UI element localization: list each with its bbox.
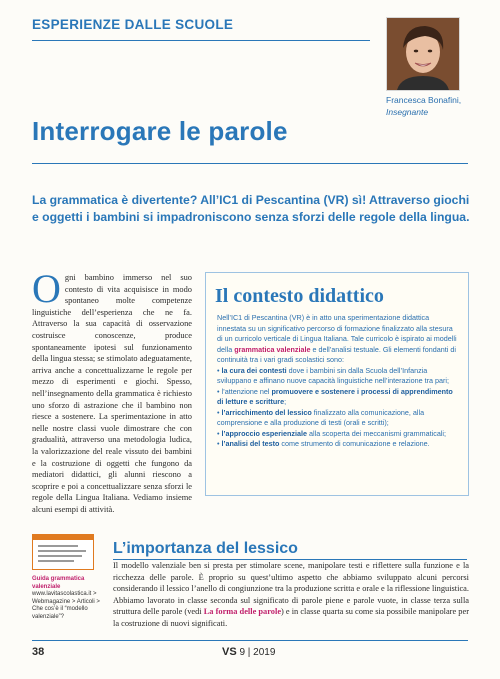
context-box-body — [217, 313, 457, 450]
inline-reference: La forma delle parole — [203, 607, 282, 617]
box-bullet: • l’arricchimento del lessico finalizzato alla comunicazione, alla comprensione e alla produzione di testi (orali e scritti); — [217, 407, 425, 427]
article-lead: La grammatica è divertente? All’IC1 di Pescantina (VR) sì! Attraverso giochi e oggetti i bambini si impadroniscono senza sforzi delle regole della lingua. — [32, 193, 470, 224]
section-title-lessico: L’importanza del lessico — [113, 540, 298, 557]
footer-divider — [32, 640, 468, 641]
thumbnail-bar — [33, 535, 93, 540]
article-body-text: gni bambino immerso nel suo contesto di vita acquisisce in modo spontaneo molte competenze linguistiche dell’esperienza che ne fa. Attraverso la sua capacità di osservazione costruisce conoscenze, produce spontaneamente ipotesi sul funzionamento della lingua stessa; se stimolato adeguatamente, arriva anche a concettualizzarne le regole per mezzo di esperimenti e giochi. Spesso, nell’insegnamento della grammatica è richiesto uno sforzo di astrazione che il bambino non riesce a sostenere. La sperimentazione in atto nelle nostre classi vuole dimostrare che con gradualità, attraverso una metodologia ludica, la valorizzazione del reale vissuto dei bambini e la costruzione di oggetti che fungono da mediatori didattici, gli alunni riescono a scoprire e poi a concettualizzare senza sforzi le regole della Lingua Italiana. Vediamo insieme alcuni esempi di attività. — [32, 273, 193, 514]
guide-url: www.lavitascolastica.it > Webmagazine > Articoli > Che cos’è il “modello valenziale”? — [32, 591, 100, 620]
drop-cap: O — [32, 266, 61, 311]
section-header: ESPERIENZE DALLE SCUOLE — [32, 17, 234, 32]
author-role: Insegnante — [386, 107, 429, 117]
author-photo — [386, 17, 460, 91]
guide-label: Guida grammatica valenziale — [32, 576, 85, 590]
section-body-lessico: Il modello valenziale ben si presta per stimolare scene, manipolare testi e riflettere sulla funzione e la ricchezza delle parole. È proprio su quest’ultimo aspetto che abbiamo sviluppato alcuni percorsi considerando il lessico l’anello di congiunzione tra la produzione scritta e orale e la riflessione linguistica. Abbiamo lavorato in classe seconda sul significato di parole piene e parole vuote, in classe terza sulla struttura delle parole (vedi La forma delle parole) e in classe quarta su come sia possibile manipolare per la costruzione di nuovi significati. — [113, 561, 469, 628]
header-divider — [32, 40, 370, 41]
title-divider — [32, 163, 468, 164]
author-name: Francesca Bonafini, — [386, 95, 462, 105]
box-bullet: • l’attenzione nel promuovere e sostenere i processi di apprendimento di letture e scritture; — [217, 386, 453, 406]
article-body — [32, 266, 193, 515]
magazine-logo: VS — [222, 646, 237, 658]
guide-link-note[interactable] — [32, 576, 110, 621]
page-number: 38 — [32, 646, 45, 658]
box-bullet: • la cura dei contesti dove i bambini sin dalla Scuola dell’Infanzia sviluppano e affinano nuove capacità linguistiche nell’interazione tra pari; — [217, 365, 450, 385]
author-portrait-icon — [387, 18, 459, 90]
context-box-title: Il contesto didattico — [215, 285, 384, 307]
box-paragraph: Nell’IC1 di Pescantina (VR) è in atto una sperimentazione didattica innestata su un significativo percorso di formazione finalizzato alla stesura di un curricolo verticale di Lingua Italiana. Tale curricolo è ispirato ai modelli della grammatica valenziale e dell’analisi testuale. Gli elementi fondanti di continuità tra i vari gradi scolastici sono: — [217, 313, 457, 364]
highlight-term: grammatica valenziale — [234, 344, 311, 354]
article-title: Interrogare le parole — [32, 116, 288, 146]
website-thumbnail[interactable] — [32, 534, 94, 570]
magazine-issue: VS 9 | 2019 — [222, 646, 276, 658]
box-bullet: • l’approccio esperienziale alla scoperta dei meccanismi grammaticali; — [217, 428, 447, 438]
box-bullet: • l’analisi del testo come strumento di comunicazione e relazione. — [217, 439, 430, 448]
